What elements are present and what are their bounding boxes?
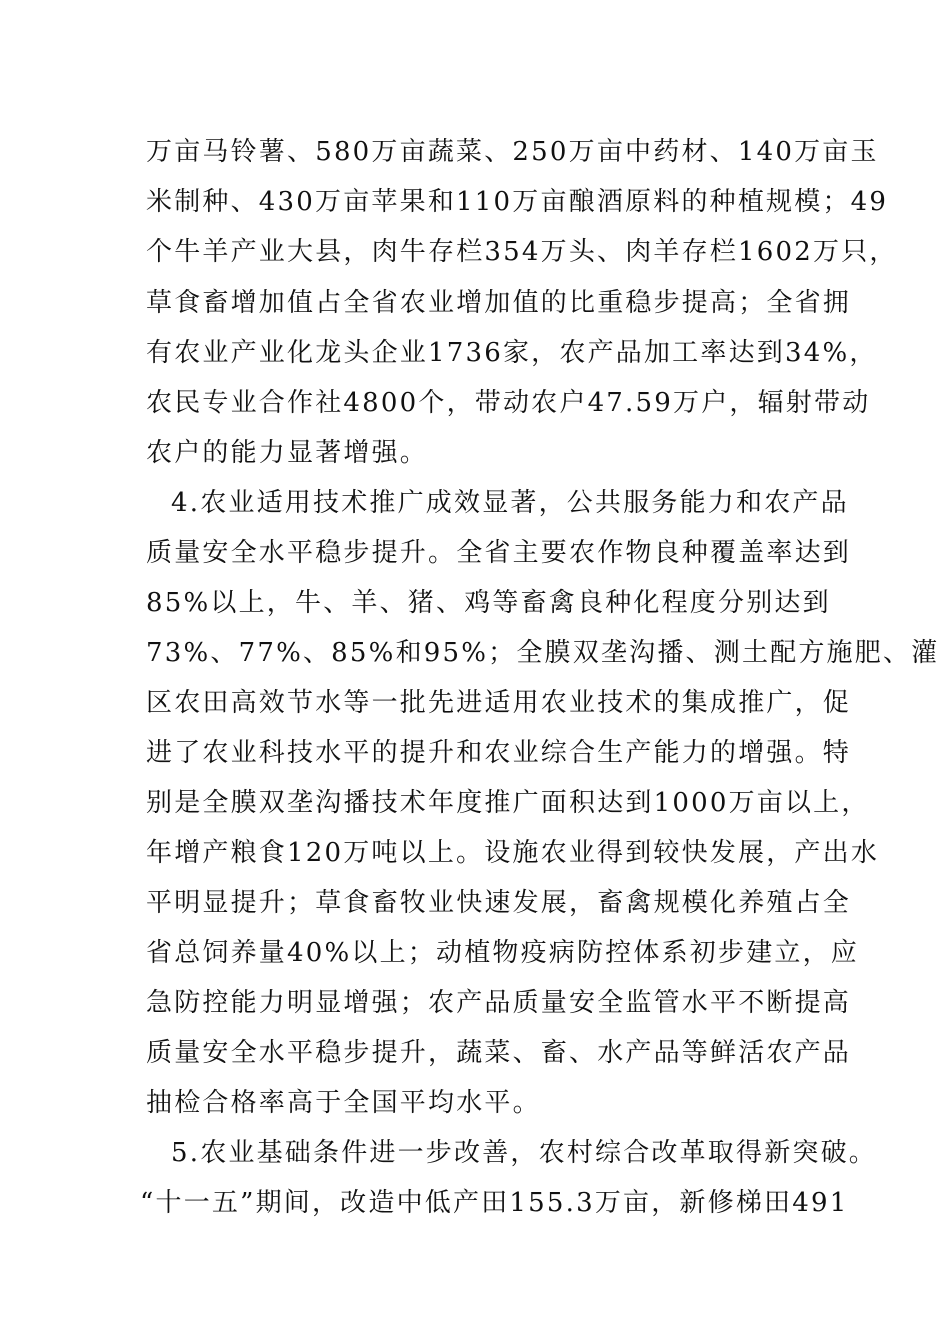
text-line: 万亩马铃薯、580万亩蔬菜、250万亩中药材、140万亩玉	[146, 137, 879, 167]
text-line: 年增产粮食120万吨以上。设施农业得到较快发展，产出水	[146, 838, 880, 868]
text-line: 有农业产业化龙头企业1736家，农产品加工率达到34%，	[146, 338, 878, 368]
text-line: 质量安全水平稳步提升。全省主要农作物良种覆盖率达到	[146, 538, 852, 568]
text-line: 质量安全水平稳步提升，蔬菜、畜、水产品等鲜活农产品	[146, 1038, 852, 1068]
text-line: “十一五”期间，改造中低产田155.3万亩，新修梯田491	[140, 1188, 849, 1218]
paragraph-5-heading-line: 5.农业基础条件进一步改善，农村综合改革取得新突破。	[171, 1138, 878, 1168]
text-line: 农民专业合作社4800个，带动农户47.59万户，辐射带动	[146, 388, 871, 418]
paragraph-4-heading-line: 4.农业适用技术推广成效显著，公共服务能力和农产品	[171, 488, 849, 518]
text-line: 米制种、430万亩苹果和110万亩酿酒原料的种植规模；49	[146, 187, 889, 217]
text-line: 73%、77%、85%和95%；全膜双垄沟播、测土配方施肥、灌	[146, 638, 940, 668]
text-line: 进了农业科技水平的提升和农业综合生产能力的增强。特	[146, 738, 852, 768]
text-line: 抽检合格率高于全国平均水平。	[146, 1088, 541, 1118]
text-line: 区农田高效节水等一批先进适用农业技术的集成推广，促	[146, 688, 852, 718]
text-line: 个牛羊产业大县，肉牛存栏354万头、肉羊存栏1602万只，	[146, 237, 898, 267]
text-line: 农户的能力显著增强。	[146, 438, 429, 468]
text-line: 85%以上，牛、羊、猪、鸡等畜禽良种化程度分别达到	[146, 588, 831, 618]
text-line: 省总饲养量40%以上；动植物疫病防控体系初步建立，应	[146, 938, 859, 968]
text-line: 别是全膜双垄沟播技术年度推广面积达到1000万亩以上，	[146, 788, 870, 818]
text-line: 草食畜增加值占全省农业增加值的比重稳步提高；全省拥	[146, 288, 852, 318]
text-line: 急防控能力明显增强；农产品质量安全监管水平不断提高	[146, 988, 852, 1018]
text-line: 平明显提升；草食畜牧业快速发展，畜禽规模化养殖占全	[146, 888, 852, 918]
